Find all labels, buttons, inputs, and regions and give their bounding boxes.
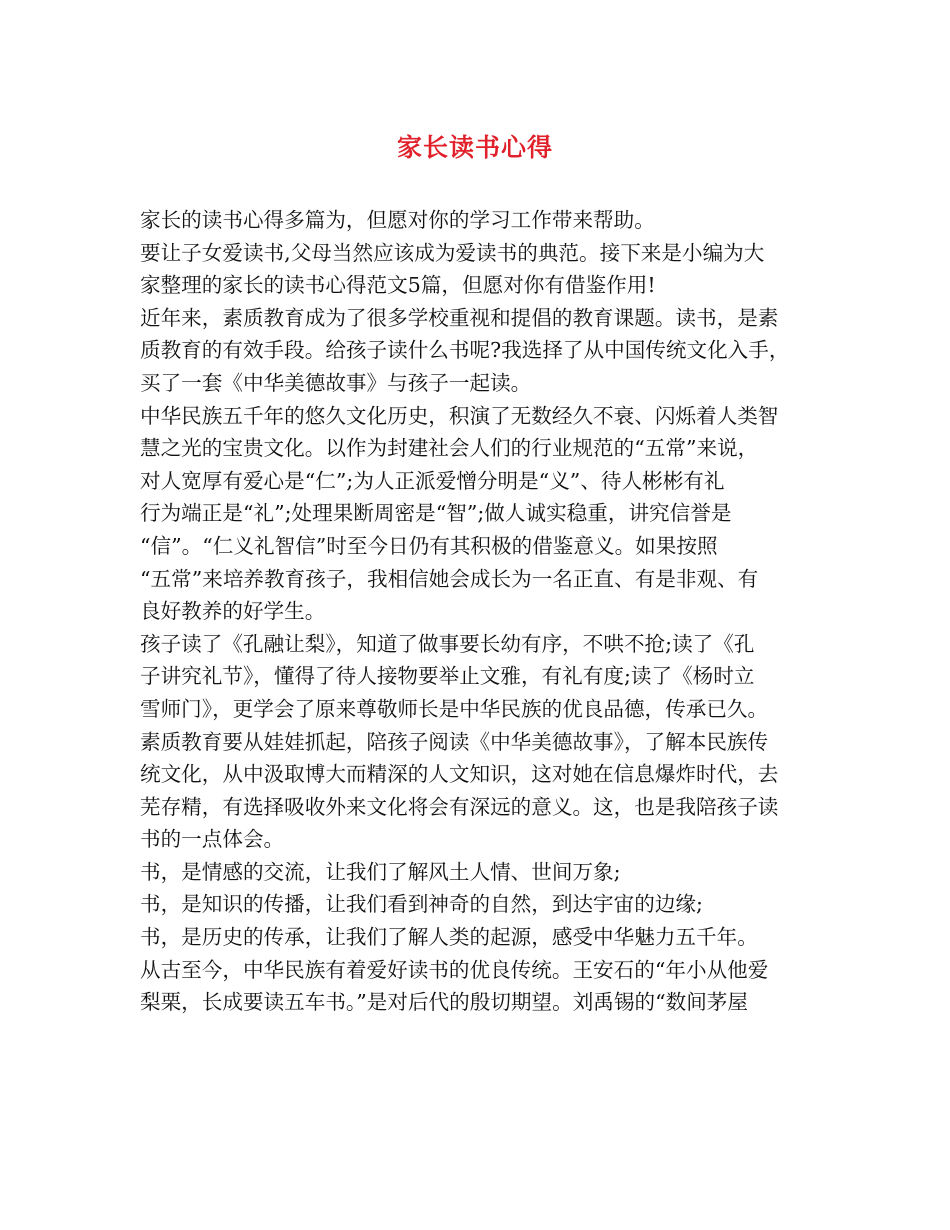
text-line: 家长的读书心得多篇为，但愿对你的学习工作带来帮助。 [140, 208, 655, 232]
document-title: 家长读书心得 [396, 133, 553, 162]
text-line: 买了一套《中华美德故事》与孩子一起读。 [140, 370, 532, 395]
text-line: 慧之光的宝贵文化。以作为封建社会人们的行业规范的“五常”来说， [140, 436, 759, 461]
text-line: 要让子女爱读书,父母当然应该成为爱读书的典范。接下来是小编为大 [140, 240, 765, 265]
text-line: 孩子读了《孔融让梨》，知道了做事要长幼有序，不哄不抢;读了《孔 [140, 631, 755, 656]
document-body [140, 204, 816, 1019]
text-line: 统文化，从中汲取博大而精深的人文知识，这对她在信息爆炸时代，去 [140, 762, 779, 787]
text-line: 质教育的有效手段。给孩子读什么书呢?我选择了从中国传统文化入手， [140, 338, 790, 363]
text-line: 书，是历史的传承，让我们了解人类的起源，感受中华魅力五千年。 [140, 925, 758, 950]
text-line: 对人宽厚有爱心是“仁”;为人正派爱憎分明是“义”、待人彬彬有礼 [140, 468, 725, 493]
text-line: 书，是情感的交流，让我们了解风土人情、世间万象; [140, 859, 621, 884]
text-line: 中华民族五千年的悠久文化历史，积演了无数经久不衰、闪烁着人类智 [140, 403, 779, 428]
text-line: 芜存精，有选择吸收外来文化将会有深远的意义。这，也是我陪孩子读 [140, 794, 779, 819]
text-line: 家整理的家长的读书心得范文5篇，但愿对你有借鉴作用! [140, 273, 656, 298]
text-line: “信”。“仁义礼智信”时至今日仍有其积极的借鉴意义。如果按照 [140, 533, 718, 558]
text-line: 素质教育要从娃娃抓起，陪孩子阅读《中华美德故事》，了解本民族传 [140, 729, 769, 754]
text-line: 书的一点体会。 [140, 827, 285, 852]
text-line: “五常”来培养教育孩子，我相信她会成长为一名正直、有是非观、有 [140, 566, 759, 591]
text-line: 子讲究礼节》，懂得了待人接物要举止文雅，有礼有度;读了《杨时立 [140, 664, 755, 689]
text-line: 行为端正是“礼”;处理果断周密是“智”;做人诚实稳重，讲究信誉是 [140, 501, 732, 526]
text-line: 从古至今，中华民族有着爱好读书的优良传统。王安石的“年小从他爱 [140, 957, 769, 982]
text-line: 书，是知识的传播，让我们看到神奇的自然，到达宇宙的边缘; [140, 892, 703, 917]
text-line: 梨栗，长成要读五车书。”是对后代的殷切期望。刘禹锡的“数间茅屋 [140, 990, 748, 1015]
text-line: 雪师门》，更学会了原来尊敬师长是中华民族的优良品德，传承已久。 [140, 696, 769, 721]
text-line: 近年来，素质教育成为了很多学校重视和提倡的教育课题。读书，是素 [140, 305, 779, 330]
text-line: 良好教养的好学生。 [140, 599, 326, 624]
